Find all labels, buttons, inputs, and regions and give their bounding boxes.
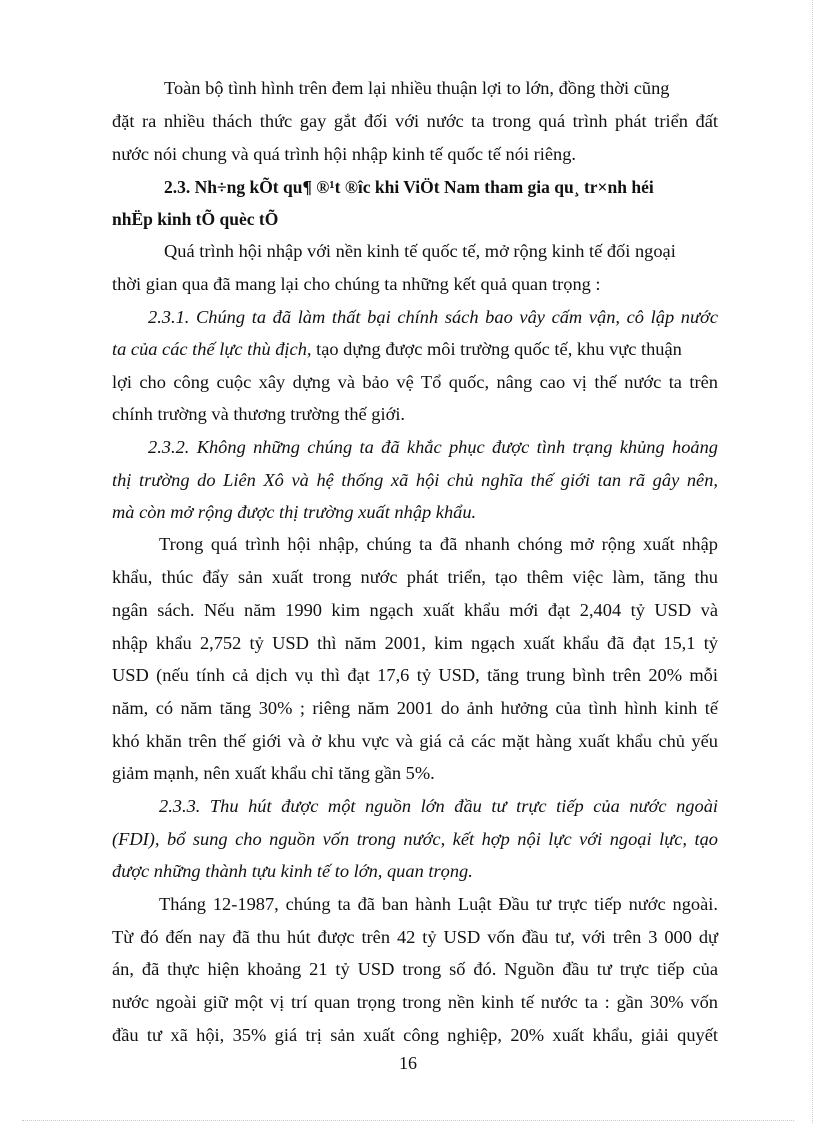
item-2-3-1-line-4: chính trường và thương trường thế giới. xyxy=(112,404,406,424)
item-2-3-3-line-1: 2.3.3. Thu hút được một nguồn lớn đầu tư trực tiếp của nước ngoài xyxy=(159,796,718,816)
item-2-3-2-line-3: mà còn mở rộng được thị trường xuất nhập khẩu. xyxy=(112,502,477,522)
page-right-divider xyxy=(812,0,813,1123)
paragraph-4-line-1: Tháng 12-1987, chúng ta đã ban hành Luật Đầu tư trực tiếp nước ngoài. xyxy=(159,894,718,914)
paragraph-4-line-2: Từ đó đến nay đã thu hút được trên 42 tỷ USD vốn đầu tư, với trên 3 000 dự xyxy=(112,927,718,947)
paragraph-3-line-5: USD (nếu tính cả dịch vụ thì đạt 17,6 tỷ USD, tăng trung bình trên 20% mỗi xyxy=(112,665,718,685)
paragraph-3-line-4: nhập khẩu 2,752 tỷ USD thì năm 2001, kim ngạch xuất khẩu đã đạt 15,1 tỷ xyxy=(112,633,718,653)
paragraph-4-line-5: đầu tư xã hội, 35% giá trị sản xuất công nghiệp, 20% xuất khẩu, giải quyết xyxy=(112,1025,718,1045)
paragraph-4-line-4: nước ngoài giữ một vị trí quan trọng trong nền kinh tế nước ta : gần 30% vốn xyxy=(112,992,718,1012)
item-2-3-2-line-2: thị trường do Liên Xô và hệ thống xã hội chủ nghĩa thế giới tan rã gây nên, xyxy=(112,470,718,490)
section-heading-line-2: nhËp kinh tÕ quèc tÕ xyxy=(112,209,279,229)
section-heading-line-1: 2.3. Nh÷ng kÕt qu¶ ®¹t ®îc khi ViÖt Nam tham gia qu¸ tr×nh héi xyxy=(164,177,654,197)
item-2-3-3-line-3: được những thành tựu kinh tế to lớn, quan trọng. xyxy=(112,861,473,881)
paragraph-3-line-2: khẩu, thúc đẩy sản xuất trong nước phát triển, tạo thêm việc làm, tăng thu xyxy=(112,567,718,587)
page-bottom-divider xyxy=(22,1120,794,1121)
item-2-3-1-italic-part: ta của các thế lực thù địch, xyxy=(112,339,312,359)
paragraph-2-line-2: thời gian qua đã mang lại cho chúng ta những kết quả quan trọng : xyxy=(112,274,601,294)
paragraph-3-line-7: khó khăn trên thế giới và ở khu vực và giá cả các mặt hàng xuất khẩu chủ yếu xyxy=(112,731,718,751)
paragraph-2-line-1: Quá trình hội nhập với nền kinh tế quốc tế, mở rộng kinh tế đối ngoại xyxy=(164,241,676,261)
paragraph-3-line-8: giảm mạnh, nên xuất khẩu chỉ tăng gần 5%. xyxy=(112,763,435,783)
paragraph-3-line-6: năm, có năm tăng 30% ; riêng năm 2001 do ảnh hưởng của tình hình kinh tế xyxy=(112,698,718,718)
paragraph-1-line-1: Toàn bộ tình hình trên đem lại nhiều thuận lợi to lớn, đồng thời cũng xyxy=(164,78,670,98)
item-2-3-2-line-1: 2.3.2. Không những chúng ta đã khắc phục được tình trạng khủng hoảng xyxy=(148,437,718,457)
item-2-3-1-line-2 xyxy=(112,338,718,360)
item-2-3-3-line-2: (FDI), bổ sung cho nguồn vốn trong nước, kết hợp nội lực với ngoại lực, tạo xyxy=(112,829,718,849)
paragraph-1-line-3: nước nói chung và quá trình hội nhập kinh tế quốc tế nói riêng. xyxy=(112,144,577,164)
paragraph-3-line-1: Trong quá trình hội nhập, chúng ta đã nhanh chóng mở rộng xuất nhập xyxy=(159,534,718,554)
page-number: 16 xyxy=(399,1053,417,1073)
paragraph-3-line-3: ngân sách. Nếu năm 1990 kim ngạch xuất khẩu mới đạt 2,404 tỷ USD và xyxy=(112,600,718,620)
paragraph-1-line-2: đặt ra nhiều thách thức gay gắt đối với nước ta trong quá trình phát triển đất xyxy=(112,111,718,131)
item-2-3-1-line-1: 2.3.1. Chúng ta đã làm thất bại chính sách bao vây cấm vận, cô lập nước xyxy=(148,307,718,327)
item-2-3-1-regular-part: tạo dựng được môi trường quốc tế, khu vực thuận xyxy=(311,339,682,359)
item-2-3-1-line-3: lợi cho công cuộc xây dựng và bảo vệ Tổ quốc, nâng cao vị thế nước ta trên xyxy=(112,372,718,392)
paragraph-4-line-3: án, đã thực hiện khoảng 21 tỷ USD trong số đó. Nguồn đầu tư trực tiếp của xyxy=(112,959,718,979)
